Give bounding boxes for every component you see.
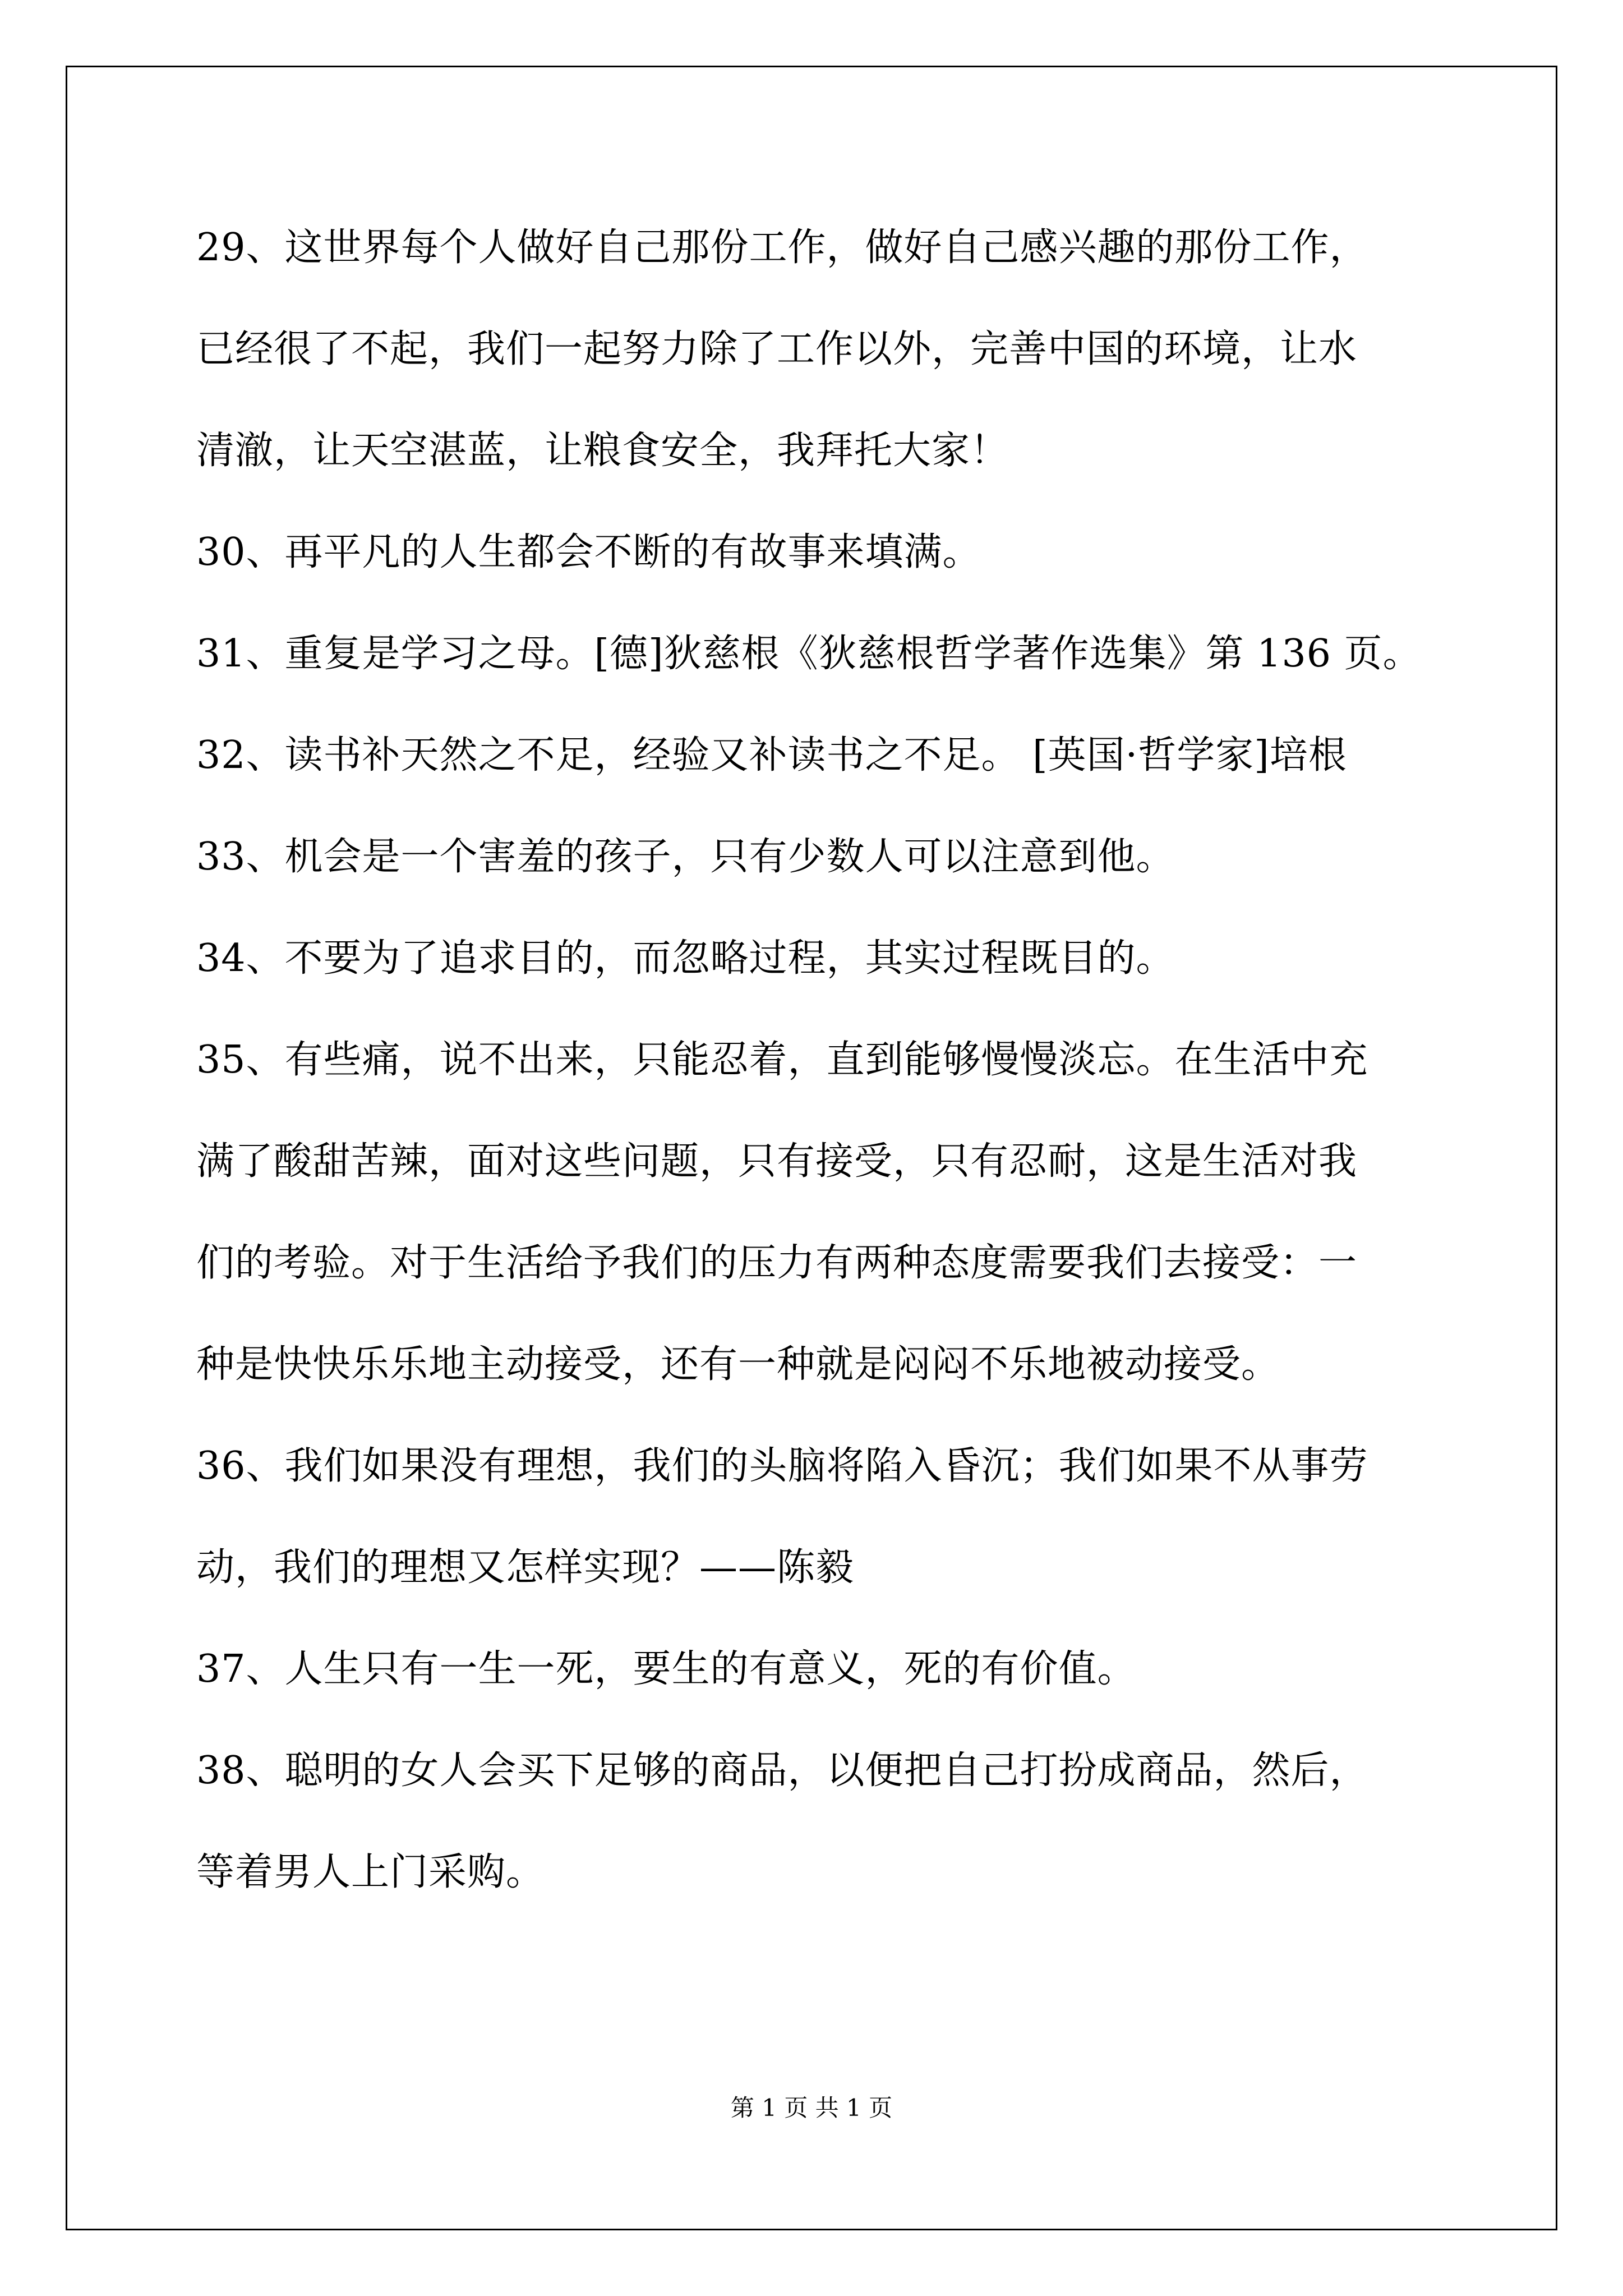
text-line: 已经很了不起，我们一起努力除了工作以外，完善中国的环境，让水 — [196, 327, 1358, 371]
text-line: 33、机会是一个害羞的孩子，只有少数人可以注意到他。 — [196, 835, 1175, 879]
text-line: 35、有些痛，说不出来，只能忍着，直到能够慢慢淡忘。在生活中充 — [196, 1038, 1368, 1082]
page-footer: 第 1 页 共 1 页 — [730, 2094, 893, 2122]
text-line: 38、聪明的女人会买下足够的商品，以便把自己打扮成商品，然后， — [196, 1749, 1368, 1793]
text-line: 32、读书补天然之不足，经验又补读书之不足。 [英国·哲学家]培根 — [196, 733, 1347, 777]
text-line: 们的考验。对于生活给予我们的压力有两种态度需要我们去接受：一 — [196, 1241, 1358, 1285]
text-line: 31、重复是学习之母。[德]狄慈根《狄慈根哲学著作选集》第 136 页。 — [196, 632, 1422, 676]
text-line: 种是快快乐乐地主动接受，还有一种就是闷闷不乐地被动接受。 — [196, 1342, 1280, 1387]
text-line: 满了酸甜苦辣，面对这些问题，只有接受，只有忍耐，这是生活对我 — [196, 1139, 1358, 1184]
text-line: 34、不要为了追求目的，而忽略过程，其实过程既目的。 — [196, 936, 1175, 981]
text-line: 29、这世界每个人做好自己那份工作，做好自己感兴趣的那份工作， — [196, 226, 1368, 270]
text-line: 动，我们的理想又怎样实现？——陈毅 — [196, 1545, 855, 1590]
text-line: 等着男人上门采购。 — [196, 1850, 545, 1894]
text-line: 30、再平凡的人生都会不断的有故事来填满。 — [196, 530, 981, 574]
text-line: 37、人生只有一生一死，要生的有意义，死的有价值。 — [196, 1647, 1136, 1691]
text-line: 清澈，让天空湛蓝，让粮食安全，我拜托大家！ — [196, 429, 1009, 473]
text-line: 36、我们如果没有理想，我们的头脑将陷入昏沉；我们如果不从事劳 — [196, 1444, 1368, 1488]
